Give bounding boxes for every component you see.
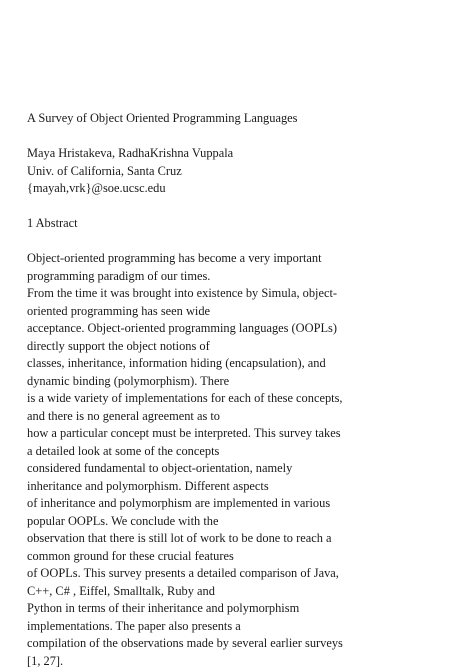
document-body	[27, 110, 437, 670]
abstract-line: a detailed look at some of the concepts	[27, 443, 437, 461]
abstract-line: classes, inheritance, information hiding (encapsulation), and	[27, 355, 437, 373]
abstract-line: observation that there is still lot of work to be done to reach a	[27, 530, 437, 548]
abstract-line: C++, C# , Eiffel, Smalltalk, Ruby and	[27, 583, 437, 601]
document-title: A Survey of Object Oriented Programming Languages	[27, 110, 437, 128]
abstract-line: directly support the object notions of	[27, 338, 437, 356]
author-affiliation: Univ. of California, Santa Cruz	[27, 163, 437, 181]
abstract-paragraph	[27, 250, 437, 670]
abstract-line: popular OOPLs. We conclude with the	[27, 513, 437, 531]
abstract-line: programming paradigm of our times.	[27, 268, 437, 286]
abstract-line: implementations. The paper also presents a	[27, 618, 437, 636]
abstract-line: how a particular concept must be interpreted. This survey takes	[27, 425, 437, 443]
author-names: Maya Hristakeva, RadhaKrishna Vuppala	[27, 145, 437, 163]
abstract-line: inheritance and polymorphism. Different aspects	[27, 478, 437, 496]
abstract-line: considered fundamental to object-orientation, namely	[27, 460, 437, 478]
abstract-line: of inheritance and polymorphism are implemented in various	[27, 495, 437, 513]
author-email: {mayah,vrk}@soe.ucsc.edu	[27, 180, 437, 198]
abstract-line: compilation of the observations made by several earlier surveys	[27, 635, 437, 653]
abstract-line: and there is no general agreement as to	[27, 408, 437, 426]
abstract-line: of OOPLs. This survey presents a detailed comparison of Java,	[27, 565, 437, 583]
abstract-line: From the time it was brought into existence by Simula, object-	[27, 285, 437, 303]
abstract-line: Object-oriented programming has become a very important	[27, 250, 437, 268]
section-heading-abstract: 1 Abstract	[27, 215, 437, 233]
abstract-line: acceptance. Object-oriented programming languages (OOPLs)	[27, 320, 437, 338]
abstract-line: [1, 27].	[27, 653, 437, 670]
abstract-line: common ground for these crucial features	[27, 548, 437, 566]
abstract-line: is a wide variety of implementations for each of these concepts,	[27, 390, 437, 408]
abstract-line: oriented programming has seen wide	[27, 303, 437, 321]
abstract-line: Python in terms of their inheritance and polymorphism	[27, 600, 437, 618]
abstract-line: dynamic binding (polymorphism). There	[27, 373, 437, 391]
